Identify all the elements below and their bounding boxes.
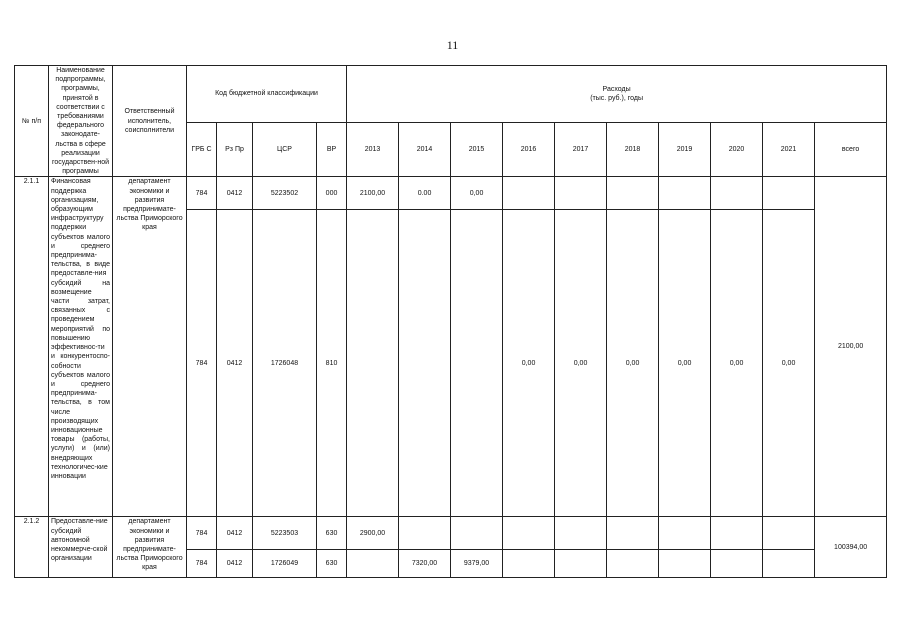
cell-value — [711, 517, 763, 550]
cell-value — [607, 177, 659, 210]
cell-value: 0,00 — [659, 210, 711, 517]
cell-value — [347, 550, 399, 578]
cell-value — [555, 517, 607, 550]
header-total: всего — [815, 122, 887, 177]
cell-value: 0,00 — [503, 210, 555, 517]
header-year: 2017 — [555, 122, 607, 177]
cell-value — [555, 550, 607, 578]
cell-value — [503, 177, 555, 210]
cell-value: 0.00 — [399, 177, 451, 210]
cell-value — [659, 177, 711, 210]
cell-value: 0,00 — [555, 210, 607, 517]
row-number: 2.1.1 — [15, 177, 49, 517]
cell-value — [451, 517, 503, 550]
cell-value: 2900,00 — [347, 517, 399, 550]
header-expenses — [347, 66, 887, 123]
cell-value — [555, 177, 607, 210]
header-grbs: ГРБ С — [187, 122, 217, 177]
cell-value: 0,00 — [711, 210, 763, 517]
row-executor: департамент экономики и развития предпринимате-льства Приморского края — [113, 177, 187, 517]
budget-table — [14, 65, 887, 578]
header-year: 2019 — [659, 122, 711, 177]
cell-grbs: 784 — [187, 550, 217, 578]
header-budget-code: Код бюджетной классификации — [187, 66, 347, 123]
row-number: 2.1.2 — [15, 517, 49, 578]
row-name: Финансовая поддержка организациям, образующим инфраструктуру поддержки субъектов малого и среднего предпринима-тельства, в виде предоставле-ния субсидий на возмещение части затрат, связанных с проведением мероприятий по повышению эффективнос-ти и конкурентоспо-собности субъектов малого и среднего предпринима-тельства, в том числе производящих инновационные товары (работы, услуги) и (или) внедряющих технологичес-кие инновации — [49, 177, 113, 517]
cell-value — [607, 550, 659, 578]
cell-grbs: 784 — [187, 210, 217, 517]
cell-value — [763, 517, 815, 550]
header-year: 2021 — [763, 122, 815, 177]
cell-value — [399, 210, 451, 517]
cell-value — [659, 550, 711, 578]
header-expenses-unit: (тыс. руб.), годы — [590, 94, 643, 102]
header-csr: ЦСР — [253, 122, 317, 177]
cell-vr: 630 — [317, 517, 347, 550]
cell-csr: 5223502 — [253, 177, 317, 210]
header-expenses-title: Расходы — [602, 85, 631, 93]
cell-rzpr: 0412 — [217, 550, 253, 578]
cell-value — [711, 177, 763, 210]
cell-value — [399, 517, 451, 550]
header-rzpr: Рз Пр — [217, 122, 253, 177]
cell-value: 0,00 — [763, 210, 815, 517]
cell-grbs: 784 — [187, 177, 217, 210]
cell-csr: 1726049 — [253, 550, 317, 578]
header-vr: ВР — [317, 122, 347, 177]
cell-value: 2100,00 — [347, 177, 399, 210]
cell-value: 7320,00 — [399, 550, 451, 578]
header-year: 2015 — [451, 122, 503, 177]
cell-vr: 810 — [317, 210, 347, 517]
cell-value: 0,00 — [607, 210, 659, 517]
header-year: 2020 — [711, 122, 763, 177]
cell-value — [607, 517, 659, 550]
cell-csr: 5223503 — [253, 517, 317, 550]
cell-value — [763, 550, 815, 578]
cell-rzpr: 0412 — [217, 177, 253, 210]
cell-value: 0,00 — [451, 177, 503, 210]
cell-vr: 630 — [317, 550, 347, 578]
header-year: 2018 — [607, 122, 659, 177]
cell-rzpr: 0412 — [217, 517, 253, 550]
header-num: № п/п — [15, 66, 49, 177]
header-year: 2016 — [503, 122, 555, 177]
cell-total: 100394,00 — [815, 517, 887, 578]
cell-vr: 000 — [317, 177, 347, 210]
row-executor: департамент экономики и развития предпринимате-льства Приморского края — [113, 517, 187, 578]
cell-value — [451, 210, 503, 517]
cell-value: 9379,00 — [451, 550, 503, 578]
header-executor: Ответственный исполнитель, соисполнители — [113, 66, 187, 177]
page-number: 11 — [446, 38, 459, 52]
header-year: 2013 — [347, 122, 399, 177]
cell-value — [711, 550, 763, 578]
cell-total: 2100,00 — [815, 177, 887, 517]
header-year: 2014 — [399, 122, 451, 177]
cell-value — [347, 210, 399, 517]
cell-csr: 1726048 — [253, 210, 317, 517]
cell-rzpr: 0412 — [217, 210, 253, 517]
cell-value — [503, 517, 555, 550]
header-name: Наименование подпрограммы, программы, принятой в соответствии с требованиями федерального законодате-льства в сфере реализации государствен-ной программы — [49, 66, 113, 177]
cell-grbs: 784 — [187, 517, 217, 550]
cell-value — [659, 517, 711, 550]
cell-value — [503, 550, 555, 578]
row-name: Предоставле-ние субсидий автономной некоммерче-ской организации — [49, 517, 113, 578]
cell-value — [763, 177, 815, 210]
